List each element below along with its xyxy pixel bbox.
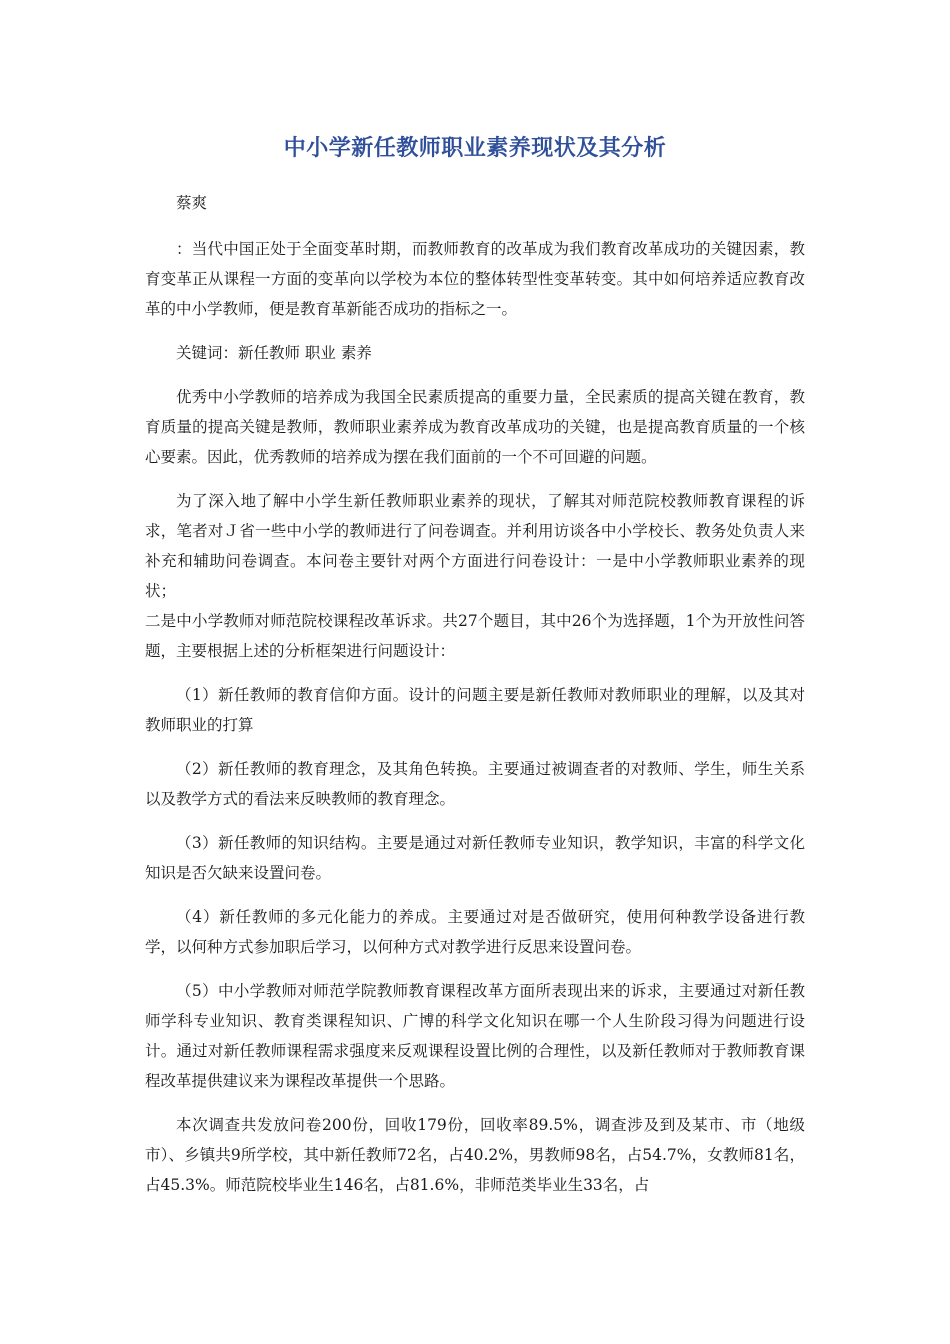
body-paragraph: 二是中小学教师对师范院校课程改革诉求。共27个题目，其中26个为选择题，1个为开放性问答题，主要根据上述的分析框架进行问题设计： [145, 612, 805, 660]
body-paragraph: 为了深入地了解中小学生新任教师职业素养的现状，了解其对师范院校教师教育课程的诉求，笔者对Ｊ省一些中小学的教师进行了问卷调查。并利用访谈各中小学校长、教务处负责人来补充和辅助问卷调查。本问卷主要针对两个方面进行问卷设计：一是中小学教师职业素养的现状； [145, 492, 805, 600]
document-page [145, 128, 805, 1214]
list-item: （1）新任教师的教育信仰方面。设计的问题主要是新任教师对教师职业的理解，以及其对教师职业的打算 [145, 686, 805, 734]
author-name: 蔡爽 [176, 194, 208, 212]
list-item: （3）新任教师的知识结构。主要是通过对新任教师专业知识，教学知识，丰富的科学文化知识是否欠缺来设置问卷。 [145, 834, 805, 882]
keywords-line: 关键词：新任教师 职业 素养 [176, 344, 372, 362]
list-item: （4）新任教师的多元化能力的养成。主要通过对是否做研究，使用何种教学设备进行教学，以何种方式参加职后学习，以何种方式对教学进行反思来设置问卷。 [145, 908, 805, 956]
list-item: （2）新任教师的教育理念，及其角色转换。主要通过被调查者的对教师、学生，师生关系以及教学方式的看法来反映教师的教育理念。 [145, 760, 805, 808]
list-item: （5）中小学教师对师范学院教师教育课程改革方面所表现出来的诉求，主要通过对新任教师学科专业知识、教育类课程知识、广博的科学文化知识在哪一个人生阶段习得为问题进行设计。通过对新任教师课程需求强度来反观课程设置比例的合理性，以及新任教师对于教师教育课程改革提供建议来为课程改革提供一个思路。 [145, 982, 805, 1090]
body-paragraph: 优秀中小学教师的培养成为我国全民素质提高的重要力量，全民素质的提高关键在教育，教育质量的提高关键是教师，教师职业素养成为教育改革成功的关键，也是提高教育质量的一个核心要素。因此，优秀教师的培养成为摆在我们面前的一个不可回避的问题。 [145, 388, 805, 466]
document-title: 中小学新任教师职业素养现状及其分析 [283, 136, 667, 161]
body-paragraph: 本次调查共发放问卷200份，回收179份，回收率89.5%，调查涉及到及某市、市（地级市）、乡镇共9所学校，其中新任教师72名，占40.2%，男教师98名，占54.7%，女教师81名，占45.3%。师范院校毕业生146名，占81.6%，非师范类毕业生33名，占 [145, 1116, 805, 1194]
abstract-paragraph: ：当代中国正处于全面变革时期，而教师教育的改革成为我们教育改革成功的关键因素，教育变革正从课程一方面的变革向以学校为本位的整体转型性变革转变。其中如何培养适应教育改革的中小学教师，便是教育革新能否成功的指标之一。 [145, 240, 805, 318]
